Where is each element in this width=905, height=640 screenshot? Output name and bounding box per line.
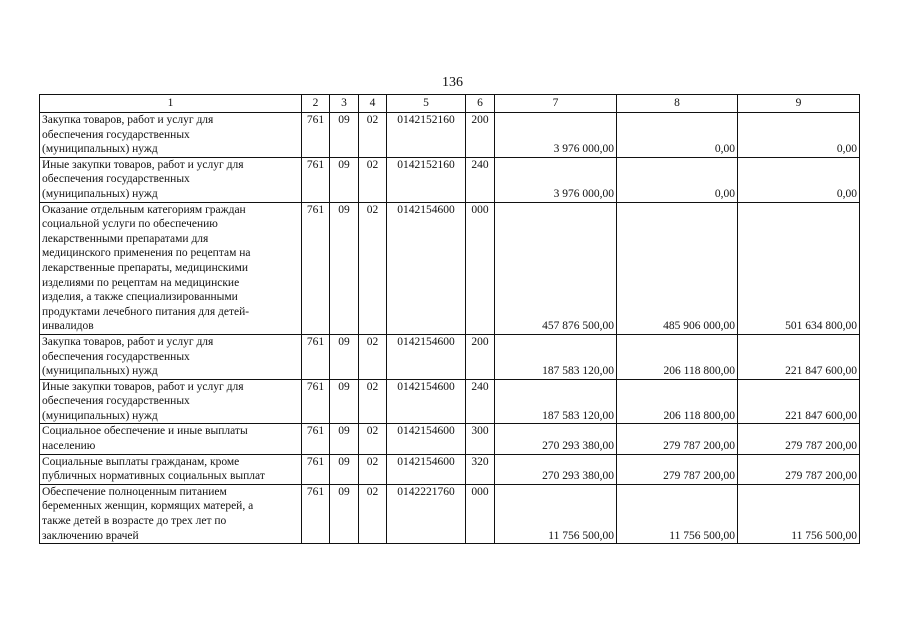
amount-col9: 11 756 500,00 xyxy=(738,484,860,543)
amount-col7: 187 583 120,00 xyxy=(495,334,617,379)
amount-col8: 279 787 200,00 xyxy=(617,424,738,454)
column-header: 9 xyxy=(738,95,860,113)
ministry-code: 761 xyxy=(302,157,330,202)
column-header: 2 xyxy=(302,95,330,113)
ministry-code: 761 xyxy=(302,484,330,543)
expense-type-code: 300 xyxy=(466,424,495,454)
ministry-code: 761 xyxy=(302,379,330,424)
expense-type-code: 200 xyxy=(466,334,495,379)
expense-type-code: 200 xyxy=(466,113,495,158)
amount-col8: 11 756 500,00 xyxy=(617,484,738,543)
table-row xyxy=(40,157,860,202)
amount-col8: 0,00 xyxy=(617,157,738,202)
row-name: Закупка товаров, работ и услуг для обеспечения государственных (муниципальных) нужд xyxy=(40,334,302,379)
row-name: Обеспечение полноценным питанием беременных женщин, кормящих матерей, а также детей в возрасте до трех лет по заключению врачей xyxy=(40,484,302,543)
amount-col7: 3 976 000,00 xyxy=(495,157,617,202)
ministry-code: 761 xyxy=(302,334,330,379)
target-article-code: 0142152160 xyxy=(387,157,466,202)
amount-col8: 485 906 000,00 xyxy=(617,202,738,334)
table-row xyxy=(40,202,860,334)
row-name: Социальные выплаты гражданам, кроме публичных нормативных социальных выплат xyxy=(40,454,302,484)
column-header: 1 xyxy=(40,95,302,113)
column-header: 7 xyxy=(495,95,617,113)
column-header: 8 xyxy=(617,95,738,113)
amount-col7: 270 293 380,00 xyxy=(495,454,617,484)
target-article-code: 0142154600 xyxy=(387,424,466,454)
amount-col7: 187 583 120,00 xyxy=(495,379,617,424)
subsection-code: 02 xyxy=(359,484,387,543)
amount-col8: 0,00 xyxy=(617,113,738,158)
target-article-code: 0142154600 xyxy=(387,454,466,484)
budget-table xyxy=(39,94,860,544)
amount-col7: 270 293 380,00 xyxy=(495,424,617,454)
table-row xyxy=(40,334,860,379)
ministry-code: 761 xyxy=(302,454,330,484)
amount-col9: 0,00 xyxy=(738,113,860,158)
table-row xyxy=(40,484,860,543)
expense-type-code: 240 xyxy=(466,379,495,424)
row-name: Иные закупки товаров, работ и услуг для обеспечения государственных (муниципальных) нужд xyxy=(40,157,302,202)
column-header: 3 xyxy=(330,95,359,113)
amount-col9: 221 847 600,00 xyxy=(738,379,860,424)
amount-col9: 279 787 200,00 xyxy=(738,424,860,454)
subsection-code: 02 xyxy=(359,113,387,158)
row-name: Оказание отдельным категориям граждан социальной услуги по обеспечению лекарственными препаратами для медицинского применения по рецептам на лекарственные препараты, медицинскими изделиями по рецептам на медицинские изделия, а также специализированными продуктами лечебного питания для детей- инвалидов xyxy=(40,202,302,334)
table-row xyxy=(40,379,860,424)
section-code: 09 xyxy=(330,484,359,543)
subsection-code: 02 xyxy=(359,424,387,454)
section-code: 09 xyxy=(330,379,359,424)
section-code: 09 xyxy=(330,454,359,484)
subsection-code: 02 xyxy=(359,454,387,484)
column-header: 5 xyxy=(387,95,466,113)
expense-type-code: 000 xyxy=(466,484,495,543)
column-header: 4 xyxy=(359,95,387,113)
amount-col9: 279 787 200,00 xyxy=(738,454,860,484)
section-code: 09 xyxy=(330,424,359,454)
column-header: 6 xyxy=(466,95,495,113)
amount-col9: 0,00 xyxy=(738,157,860,202)
subsection-code: 02 xyxy=(359,157,387,202)
amount-col8: 206 118 800,00 xyxy=(617,334,738,379)
target-article-code: 0142221760 xyxy=(387,484,466,543)
amount-col7: 3 976 000,00 xyxy=(495,113,617,158)
table-row xyxy=(40,424,860,454)
section-code: 09 xyxy=(330,113,359,158)
amount-col8: 206 118 800,00 xyxy=(617,379,738,424)
ministry-code: 761 xyxy=(302,113,330,158)
header-row xyxy=(40,95,860,113)
subsection-code: 02 xyxy=(359,334,387,379)
target-article-code: 0142154600 xyxy=(387,379,466,424)
subsection-code: 02 xyxy=(359,202,387,334)
expense-type-code: 240 xyxy=(466,157,495,202)
row-name: Закупка товаров, работ и услуг для обеспечения государственных (муниципальных) нужд xyxy=(40,113,302,158)
amount-col7: 457 876 500,00 xyxy=(495,202,617,334)
amount-col9: 501 634 800,00 xyxy=(738,202,860,334)
amount-col7: 11 756 500,00 xyxy=(495,484,617,543)
table-row xyxy=(40,113,860,158)
section-code: 09 xyxy=(330,334,359,379)
subsection-code: 02 xyxy=(359,379,387,424)
row-name: Иные закупки товаров, работ и услуг для обеспечения государственных (муниципальных) нужд xyxy=(40,379,302,424)
row-name: Социальное обеспечение и иные выплаты населению xyxy=(40,424,302,454)
section-code: 09 xyxy=(330,202,359,334)
expense-type-code: 000 xyxy=(466,202,495,334)
ministry-code: 761 xyxy=(302,424,330,454)
expense-type-code: 320 xyxy=(466,454,495,484)
section-code: 09 xyxy=(330,157,359,202)
table-row xyxy=(40,454,860,484)
target-article-code: 0142154600 xyxy=(387,202,466,334)
amount-col9: 221 847 600,00 xyxy=(738,334,860,379)
target-article-code: 0142152160 xyxy=(387,113,466,158)
ministry-code: 761 xyxy=(302,202,330,334)
target-article-code: 0142154600 xyxy=(387,334,466,379)
page-number: 136 xyxy=(442,75,463,90)
amount-col8: 279 787 200,00 xyxy=(617,454,738,484)
